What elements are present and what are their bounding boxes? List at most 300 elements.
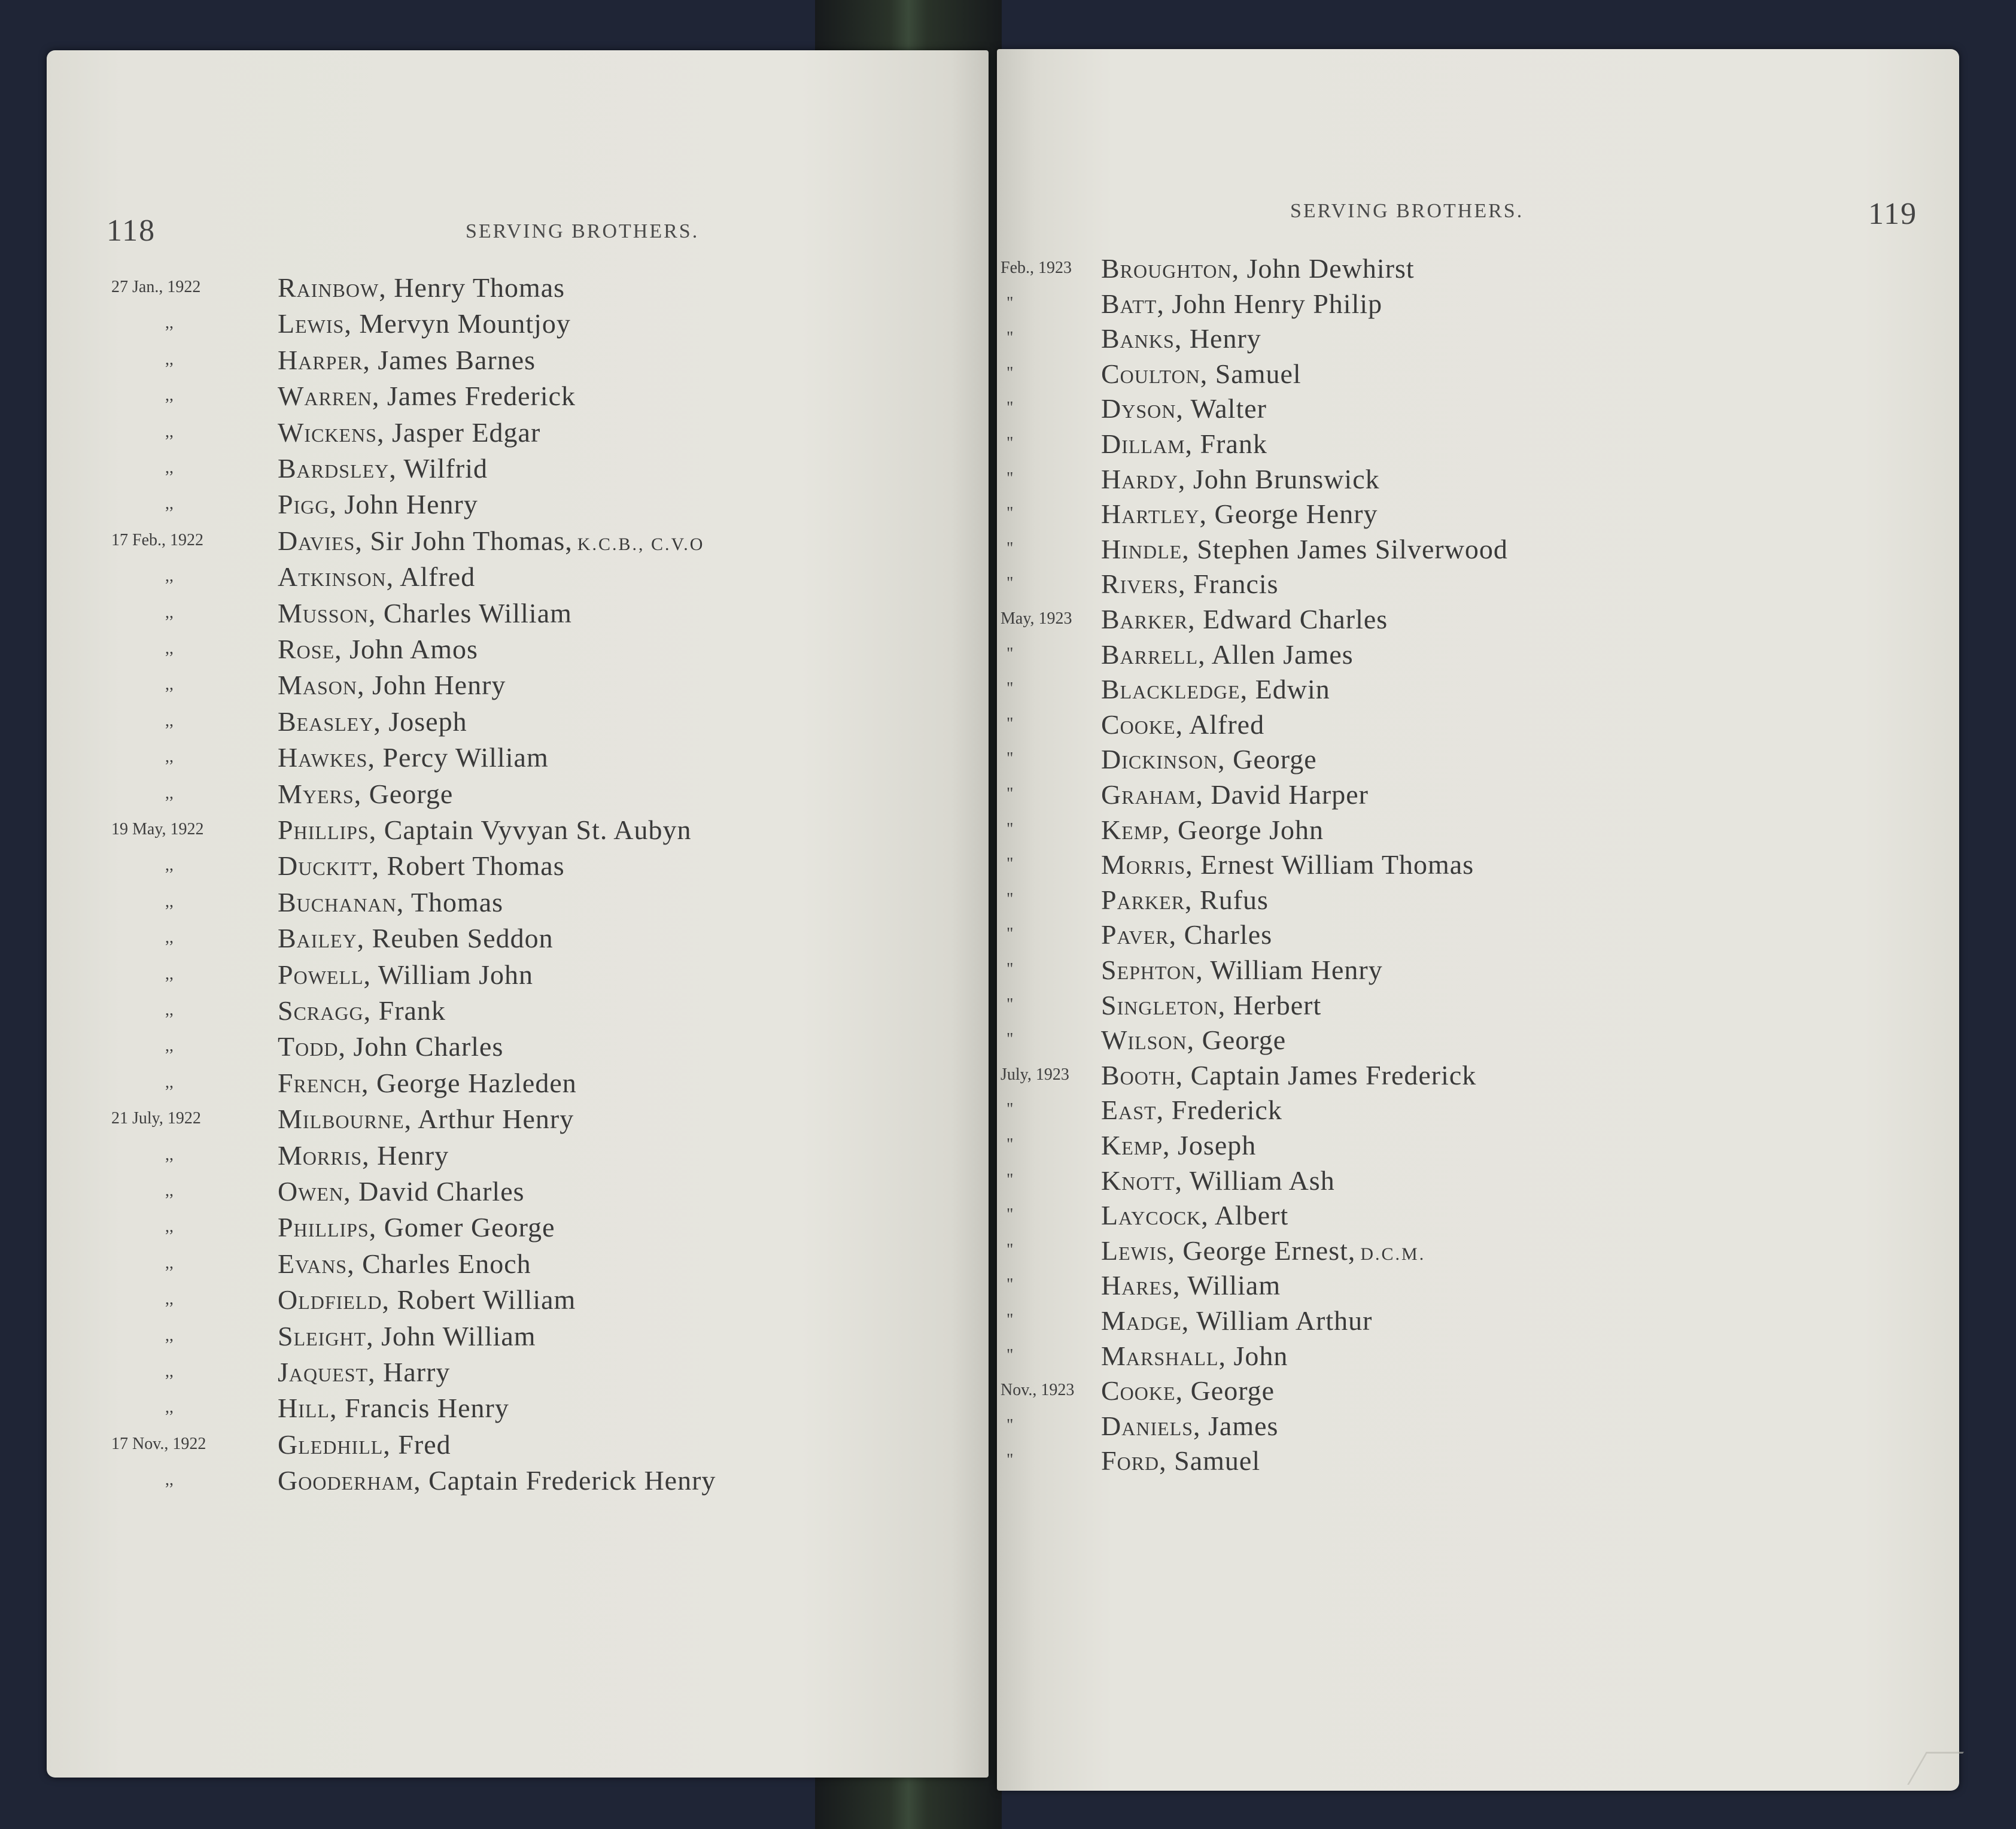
list-item bbox=[47, 742, 989, 775]
entry-forenames: , Fred bbox=[383, 1429, 451, 1460]
list-item bbox=[997, 1269, 1959, 1303]
entry-surname: Harper bbox=[278, 344, 363, 375]
list-item bbox=[997, 463, 1959, 497]
entry-date: ,, bbox=[165, 856, 174, 875]
entry-forenames: , George bbox=[354, 778, 454, 809]
entry-date: 17 Feb., 1922 bbox=[111, 530, 203, 549]
entry-forenames: , Samuel bbox=[1200, 358, 1302, 389]
entry-date: ,, bbox=[165, 1398, 174, 1417]
entry-date: ,, bbox=[165, 1145, 174, 1164]
entry-surname: Kemp bbox=[1101, 1130, 1163, 1160]
entry-forenames: , Allen James bbox=[1198, 639, 1354, 670]
entry-forenames: , David Harper bbox=[1196, 779, 1369, 810]
entry-forenames: , Henry bbox=[362, 1140, 449, 1171]
entry-forenames: , Frank bbox=[363, 995, 446, 1026]
entry-surname: Kemp bbox=[1101, 814, 1163, 845]
entry-surname: Todd bbox=[278, 1031, 339, 1062]
entry-surname: Pigg bbox=[278, 489, 330, 520]
entry-surname: Wickens bbox=[278, 417, 377, 448]
entry-surname: Barker bbox=[1101, 604, 1188, 634]
running-head: SERVING BROTHERS. bbox=[1290, 200, 1524, 222]
entry-name bbox=[278, 922, 554, 954]
entry-name bbox=[278, 452, 488, 484]
entry-surname: Sleight bbox=[278, 1320, 367, 1351]
entry-surname: Rainbow bbox=[278, 272, 379, 303]
list-item bbox=[997, 814, 1959, 847]
entry-date: " bbox=[1007, 1345, 1014, 1365]
entry-surname: Phillips bbox=[278, 815, 369, 845]
entry-forenames: , John bbox=[1218, 1340, 1288, 1371]
list-item bbox=[997, 989, 1959, 1023]
entry-forenames: , James bbox=[1193, 1410, 1279, 1441]
entry-date: ,, bbox=[165, 711, 174, 730]
list-item bbox=[997, 1235, 1959, 1268]
list-item bbox=[47, 272, 989, 305]
entry-surname: Sephton bbox=[1101, 955, 1196, 985]
entry-date: ,, bbox=[165, 422, 174, 441]
entry-name bbox=[1101, 1199, 1288, 1231]
entry-date: " bbox=[1007, 1240, 1014, 1259]
entry-surname: Blackledge bbox=[1101, 674, 1240, 705]
entry-date: " bbox=[1007, 855, 1014, 874]
entry-name bbox=[278, 959, 533, 991]
entry-forenames: , Charles William bbox=[368, 597, 572, 628]
entry-forenames: , Alfred bbox=[1175, 709, 1265, 740]
entry-name bbox=[278, 1175, 525, 1207]
entry-surname: Warren bbox=[278, 381, 372, 412]
entry-forenames: , John Brunswick bbox=[1178, 463, 1380, 494]
entry-name bbox=[1101, 323, 1261, 354]
list-item bbox=[47, 1211, 989, 1245]
entry-date: ,, bbox=[165, 603, 174, 622]
list-item bbox=[997, 1199, 1959, 1233]
entry-surname: Hawkes bbox=[278, 742, 368, 773]
entry-forenames: , John Dewhirst bbox=[1232, 253, 1415, 284]
list-item bbox=[47, 1429, 989, 1462]
entry-name bbox=[278, 1320, 536, 1352]
entry-forenames: , Walter bbox=[1176, 393, 1267, 424]
list-item bbox=[47, 850, 989, 883]
entry-forenames: , Thomas bbox=[396, 886, 504, 917]
entry-date: ,, bbox=[165, 1326, 174, 1345]
entry-surname: French bbox=[278, 1067, 362, 1098]
entry-surname: Oldfield bbox=[278, 1284, 382, 1315]
entry-name bbox=[278, 850, 565, 882]
entry-date: ,, bbox=[165, 783, 174, 803]
entry-name bbox=[278, 633, 478, 665]
entry-date: " bbox=[1007, 679, 1014, 698]
entry-forenames: , John Charles bbox=[338, 1031, 504, 1062]
entry-name bbox=[278, 778, 453, 810]
entry-forenames: , John Amos bbox=[335, 634, 478, 664]
entry-forenames: , Francis Henry bbox=[329, 1393, 509, 1424]
list-item bbox=[997, 568, 1959, 601]
entry-surname: Dyson bbox=[1101, 393, 1176, 424]
entry-date: May, 1923 bbox=[1001, 609, 1072, 628]
entry-forenames: , William Arthur bbox=[1181, 1305, 1373, 1336]
entry-name bbox=[278, 814, 692, 846]
entry-forenames: , John Henry Philip bbox=[1157, 288, 1383, 319]
entry-surname: Hardy bbox=[1101, 463, 1178, 494]
entry-date: " bbox=[1007, 1451, 1014, 1470]
entry-forenames: , Wilfrid bbox=[389, 453, 488, 484]
entry-date: " bbox=[1007, 363, 1014, 382]
entry-forenames: , Reuben Seddon bbox=[357, 923, 554, 954]
list-item bbox=[47, 1320, 989, 1354]
entry-date: ,, bbox=[165, 314, 174, 333]
list-item bbox=[997, 428, 1959, 461]
entry-name bbox=[1101, 253, 1415, 284]
entry-forenames: , Alfred bbox=[386, 561, 476, 593]
entry-date: ,, bbox=[165, 892, 174, 911]
entry-forenames: , George bbox=[1175, 1375, 1275, 1406]
entry-surname: Lewis bbox=[1101, 1235, 1168, 1266]
entry-surname: Morris bbox=[1101, 849, 1186, 880]
entry-surname: Scragg bbox=[278, 995, 364, 1026]
entry-date: ,, bbox=[165, 567, 174, 586]
list-item bbox=[997, 1024, 1959, 1058]
page-number: 119 bbox=[1868, 197, 1918, 231]
entry-surname: Morris bbox=[278, 1140, 363, 1171]
entry-name bbox=[278, 1392, 509, 1424]
list-item bbox=[997, 919, 1959, 952]
list-item bbox=[47, 1284, 989, 1317]
list-item bbox=[47, 308, 989, 341]
entry-date: " bbox=[1007, 1030, 1014, 1049]
entry-date: " bbox=[1007, 995, 1014, 1014]
entry-name bbox=[278, 561, 475, 593]
entry-forenames: , Herbert bbox=[1218, 989, 1322, 1020]
list-item bbox=[997, 639, 1959, 672]
entry-forenames: , Henry bbox=[1174, 323, 1261, 354]
list-item bbox=[47, 417, 989, 450]
entry-forenames: , James Barnes bbox=[363, 344, 536, 375]
entry-name bbox=[278, 1429, 451, 1460]
list-item bbox=[997, 1445, 1959, 1478]
entry-forenames: , George bbox=[1218, 744, 1317, 775]
entry-surname: Parker bbox=[1101, 884, 1185, 915]
list-item bbox=[47, 633, 989, 667]
entry-name bbox=[1101, 884, 1269, 916]
list-item bbox=[997, 358, 1959, 391]
entry-forenames: , George John bbox=[1163, 814, 1324, 845]
entry-name bbox=[1101, 1165, 1335, 1196]
entry-date: ,, bbox=[165, 1253, 174, 1272]
list-item bbox=[997, 884, 1959, 917]
entry-forenames: , Stephen James Silverwood bbox=[1182, 533, 1508, 564]
entry-surname: Hindle bbox=[1101, 533, 1182, 564]
entry-name bbox=[1101, 1235, 1425, 1266]
entry-name bbox=[278, 380, 576, 412]
entry-forenames: , Charles bbox=[1169, 919, 1273, 950]
list-item bbox=[997, 1059, 1959, 1093]
entry-surname: Powell bbox=[278, 959, 364, 990]
list-item bbox=[47, 344, 989, 378]
list-item bbox=[997, 743, 1959, 777]
entry-name bbox=[1101, 814, 1324, 846]
entry-name bbox=[1101, 1269, 1281, 1301]
entry-forenames: , John William bbox=[366, 1320, 536, 1351]
entry-surname: Ford bbox=[1101, 1445, 1160, 1476]
entry-surname: Mason bbox=[278, 670, 358, 701]
entry-name bbox=[1101, 919, 1272, 950]
entry-forenames: , John Henry bbox=[329, 489, 478, 520]
entry-date: " bbox=[1007, 1311, 1014, 1329]
list-item bbox=[997, 253, 1959, 286]
list-item bbox=[997, 954, 1959, 988]
entry-date: " bbox=[1007, 469, 1014, 488]
list-item bbox=[997, 1165, 1959, 1198]
entry-name bbox=[278, 669, 506, 701]
entry-name bbox=[1101, 673, 1330, 705]
list-item bbox=[997, 498, 1959, 531]
entry-name bbox=[1101, 568, 1279, 600]
list-item bbox=[47, 1248, 989, 1281]
entry-date: ,, bbox=[165, 386, 174, 405]
entry-date: " bbox=[1007, 1100, 1014, 1119]
entry-date: ,, bbox=[165, 458, 174, 477]
entry-surname: Batt bbox=[1101, 288, 1157, 319]
entry-forenames: , Captain Frederick Henry bbox=[413, 1465, 716, 1496]
entry-forenames: , Frank bbox=[1185, 429, 1267, 459]
entry-forenames: , David Charles bbox=[343, 1176, 525, 1207]
entry-date: " bbox=[1007, 819, 1014, 838]
entry-date: 17 Nov., 1922 bbox=[111, 1434, 206, 1453]
entry-date: " bbox=[1007, 434, 1014, 452]
entry-name bbox=[1101, 1059, 1476, 1091]
entry-surname: Coulton bbox=[1101, 358, 1200, 389]
entry-forenames: , Rufus bbox=[1185, 884, 1269, 915]
entry-date: ,, bbox=[165, 494, 174, 514]
entry-surname: Barrell bbox=[1101, 639, 1199, 670]
entry-surname: Madge bbox=[1101, 1305, 1182, 1336]
entry-date: 19 May, 1922 bbox=[111, 820, 204, 838]
entry-forenames: , Harry bbox=[368, 1357, 451, 1387]
list-item bbox=[47, 1067, 989, 1101]
entry-surname: Hill bbox=[278, 1393, 330, 1424]
entry-name bbox=[1101, 779, 1369, 810]
entry-name bbox=[278, 1211, 555, 1243]
entry-name bbox=[1101, 639, 1354, 670]
entry-surname: Milbourne bbox=[278, 1104, 405, 1135]
entry-date: " bbox=[1007, 329, 1014, 348]
list-item bbox=[997, 288, 1959, 321]
list-item bbox=[997, 1094, 1959, 1128]
entry-forenames: , Joseph bbox=[1163, 1130, 1257, 1160]
page-number: 118 bbox=[107, 214, 156, 248]
list-item bbox=[47, 959, 989, 992]
list-item bbox=[47, 995, 989, 1028]
entry-name bbox=[1101, 1305, 1372, 1336]
entry-date: " bbox=[1007, 1135, 1014, 1154]
entry-date: " bbox=[1007, 644, 1014, 663]
entry-date: " bbox=[1007, 1415, 1014, 1435]
entry-date: ,, bbox=[165, 1181, 174, 1200]
entry-forenames: , Captain James Frederick bbox=[1175, 1059, 1477, 1090]
entry-forenames: , Edward Charles bbox=[1188, 604, 1388, 634]
entry-surname: Myers bbox=[278, 778, 354, 809]
entry-honours: K.C.B., C.V.O bbox=[577, 534, 705, 554]
entry-name bbox=[278, 1067, 577, 1099]
entry-surname: Musson bbox=[278, 597, 369, 628]
entry-forenames: , Edwin bbox=[1240, 674, 1330, 705]
list-item bbox=[997, 603, 1959, 637]
entry-surname: Hartley bbox=[1101, 499, 1200, 530]
list-item bbox=[997, 709, 1959, 742]
entry-name bbox=[1101, 288, 1382, 320]
entry-name bbox=[278, 1031, 503, 1062]
entry-name bbox=[278, 525, 704, 557]
entry-surname: Knott bbox=[1101, 1165, 1175, 1196]
entry-surname: Daniels bbox=[1101, 1410, 1193, 1441]
entry-forenames: , Arthur Henry bbox=[404, 1104, 574, 1135]
entry-name bbox=[278, 995, 446, 1026]
list-item bbox=[47, 1103, 989, 1137]
entry-date: 21 July, 1922 bbox=[111, 1109, 201, 1128]
entry-honours: D.C.M. bbox=[1360, 1244, 1426, 1264]
list-item bbox=[47, 814, 989, 847]
page-corner-fold bbox=[1907, 1752, 1964, 1785]
entry-name bbox=[1101, 743, 1317, 775]
entry-name bbox=[278, 597, 572, 629]
entry-date: ,, bbox=[165, 675, 174, 694]
entry-name bbox=[278, 272, 565, 303]
entry-surname: Dillam bbox=[1101, 429, 1185, 459]
entry-name bbox=[1101, 1340, 1288, 1372]
entry-forenames: , Percy William bbox=[367, 742, 549, 773]
entry-name bbox=[1101, 1375, 1275, 1406]
entry-date: ,, bbox=[165, 1217, 174, 1236]
entry-forenames: , James Frederick bbox=[372, 381, 576, 412]
entry-forenames: , George Henry bbox=[1199, 499, 1378, 530]
entry-surname: Bailey bbox=[278, 923, 357, 954]
entry-surname: Banks bbox=[1101, 323, 1175, 354]
entry-forenames: , William John bbox=[363, 959, 534, 990]
entry-surname: Gledhill bbox=[278, 1429, 384, 1460]
entry-forenames: , John Henry bbox=[357, 670, 506, 701]
entry-forenames: , Mervyn Mountjoy bbox=[344, 308, 571, 339]
list-item bbox=[47, 1031, 989, 1064]
list-item bbox=[47, 561, 989, 594]
entry-forenames: , George Hazleden bbox=[361, 1067, 577, 1098]
list-item bbox=[997, 1410, 1959, 1444]
entry-surname: Wilson bbox=[1101, 1025, 1187, 1056]
entry-name bbox=[1101, 393, 1267, 424]
entry-surname: Dickinson bbox=[1101, 744, 1218, 775]
entry-surname: Beasley bbox=[278, 706, 374, 737]
entry-name bbox=[278, 344, 536, 376]
entry-name bbox=[278, 308, 571, 339]
entry-date: Feb., 1923 bbox=[1001, 259, 1072, 277]
entry-forenames: , William bbox=[1173, 1270, 1281, 1301]
entry-date: ,, bbox=[165, 1073, 174, 1092]
entry-date: ,, bbox=[165, 964, 174, 983]
entry-name bbox=[1101, 1024, 1286, 1056]
list-item bbox=[47, 886, 989, 920]
entry-surname: Davies bbox=[278, 525, 355, 556]
list-item bbox=[997, 1129, 1959, 1163]
entry-date: " bbox=[1007, 714, 1014, 733]
entry-date: " bbox=[1007, 1170, 1014, 1189]
entry-name bbox=[1101, 849, 1474, 880]
entry-name bbox=[278, 742, 549, 773]
entry-forenames: , Charles Enoch bbox=[347, 1248, 531, 1279]
entry-date: " bbox=[1007, 539, 1014, 558]
entry-name bbox=[1101, 1094, 1282, 1126]
entry-date: ,, bbox=[165, 1001, 174, 1019]
entry-surname: Bardsley bbox=[278, 453, 390, 484]
entry-forenames: , Samuel bbox=[1159, 1445, 1261, 1476]
entry-date: July, 1923 bbox=[1001, 1065, 1069, 1084]
entry-name bbox=[278, 1248, 531, 1280]
list-item bbox=[47, 669, 989, 703]
entry-forenames: , Joseph bbox=[373, 706, 467, 737]
entry-surname: Evans bbox=[278, 1248, 348, 1279]
list-item bbox=[47, 380, 989, 414]
entry-date: ,, bbox=[165, 928, 174, 947]
entry-forenames: , Robert William bbox=[382, 1284, 576, 1315]
entry-forenames: , George bbox=[1187, 1025, 1287, 1056]
list-item bbox=[47, 488, 989, 522]
running-head: SERVING BROTHERS. bbox=[466, 220, 700, 242]
entry-surname: Atkinson bbox=[278, 561, 387, 593]
entry-forenames: , Captain Vyvyan St. Aubyn bbox=[369, 815, 692, 845]
entry-surname: Graham bbox=[1101, 779, 1196, 810]
list-item bbox=[47, 922, 989, 956]
entry-date: ,, bbox=[165, 1290, 174, 1309]
entry-surname: Owen bbox=[278, 1176, 344, 1207]
list-item bbox=[47, 1356, 989, 1390]
entry-forenames: , Jasper Edgar bbox=[376, 417, 541, 448]
entry-forenames: , Albert bbox=[1201, 1200, 1289, 1231]
entry-forenames: , William Henry bbox=[1196, 955, 1383, 985]
entry-name bbox=[278, 1465, 716, 1496]
entry-forenames: , Ernest William Thomas bbox=[1185, 849, 1474, 880]
entry-surname: Marshall bbox=[1101, 1340, 1219, 1371]
list-item bbox=[47, 778, 989, 812]
entry-date: " bbox=[1007, 1205, 1014, 1225]
entry-date: " bbox=[1007, 1275, 1014, 1295]
entry-forenames: , Robert Thomas bbox=[372, 850, 565, 882]
list-item bbox=[47, 1140, 989, 1173]
list-item bbox=[47, 1392, 989, 1426]
list-item bbox=[997, 1305, 1959, 1338]
left-page bbox=[47, 50, 989, 1778]
entry-name bbox=[278, 417, 540, 448]
entry-forenames: , Sir John Thomas, bbox=[355, 525, 573, 556]
entry-date: ,, bbox=[165, 1471, 174, 1490]
entry-date: ,, bbox=[165, 748, 174, 767]
entry-surname: Cooke bbox=[1101, 1375, 1176, 1406]
entry-name bbox=[1101, 989, 1321, 1021]
entry-surname: Hares bbox=[1101, 1270, 1173, 1301]
entry-date: ,, bbox=[165, 350, 174, 369]
entry-date: " bbox=[1007, 399, 1014, 418]
entry-surname: Buchanan bbox=[278, 886, 397, 917]
list-item bbox=[997, 779, 1959, 812]
list-item bbox=[997, 1340, 1959, 1374]
list-item bbox=[47, 1175, 989, 1209]
list-item bbox=[997, 1375, 1959, 1408]
entry-date: ,, bbox=[165, 639, 174, 658]
right-page bbox=[997, 49, 1959, 1791]
list-item bbox=[47, 1465, 989, 1498]
list-item bbox=[997, 533, 1959, 567]
entry-date: ,, bbox=[165, 1037, 174, 1056]
entry-name bbox=[1101, 1129, 1256, 1161]
list-item bbox=[47, 452, 989, 486]
entry-date: ,, bbox=[165, 1362, 174, 1381]
